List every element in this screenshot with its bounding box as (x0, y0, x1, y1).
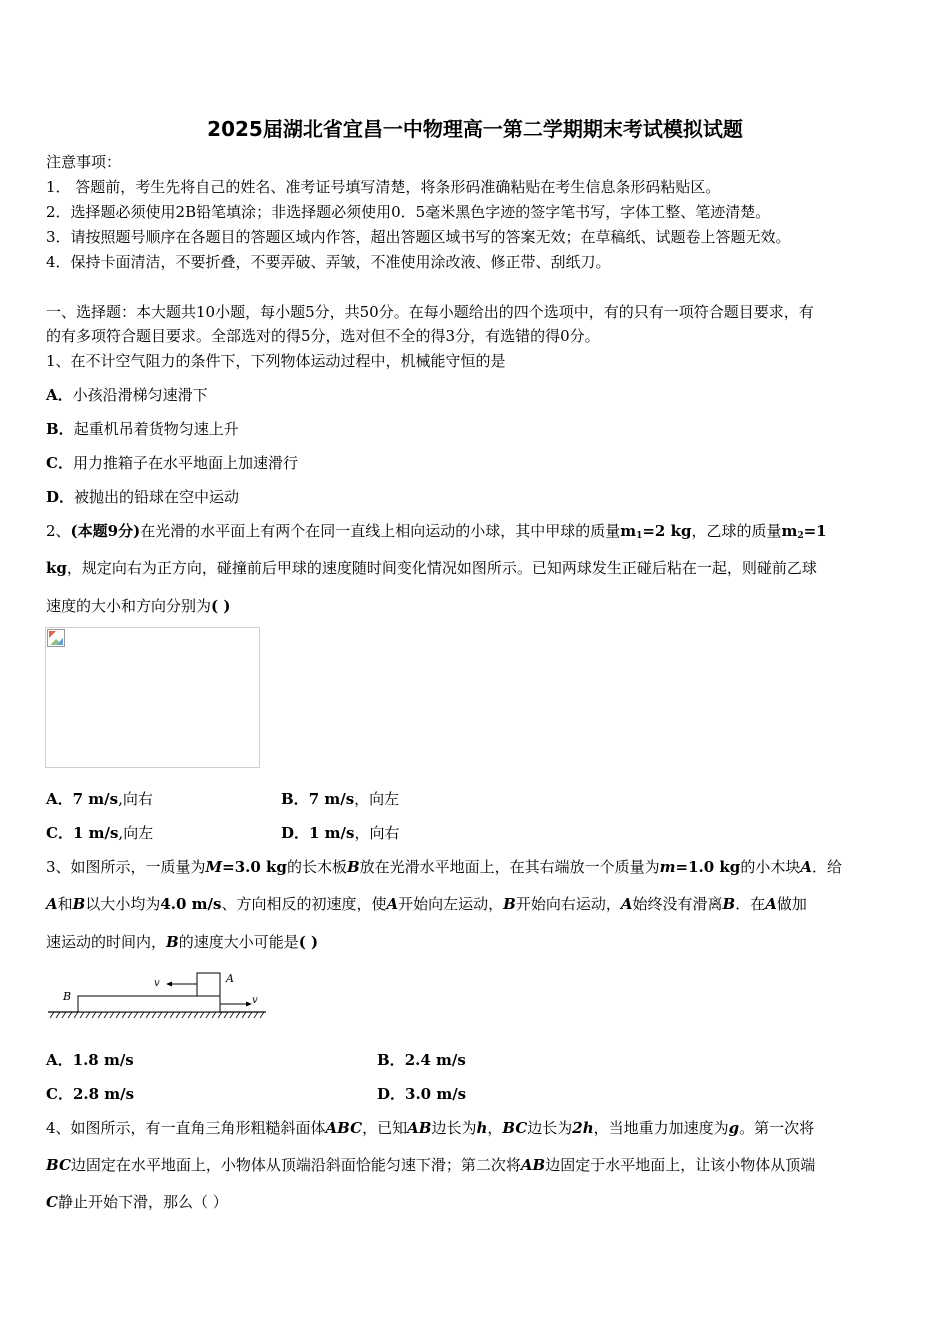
option-value: 1.8 m/s (72, 1051, 134, 1069)
page-title: 2025届湖北省宜昌一中物理高一第二学期期末考试模拟试题 (207, 117, 743, 141)
q2-stem-line2 (46, 558, 817, 578)
broken-image-icon (47, 629, 65, 647)
q3-stem-line1: 3、如图所示，一质量为M=3.0 kg的长木板B放在光滑水平地面上，在其右端放一个质量为m=1.0 kg的小木块A．给 (46, 858, 842, 876)
option-value: 2.8 m/s (72, 1085, 135, 1103)
option-text: 用力推箱子在水平地面上加速滑行 (72, 454, 298, 472)
q3-option-d (377, 1084, 466, 1104)
q3-board-diagram (44, 966, 268, 1022)
q2-option-d (281, 823, 400, 843)
option-value: 7 m/s (72, 790, 119, 808)
q2-option-b (281, 789, 399, 809)
option-direction: ，向左 (354, 790, 400, 808)
q2-score: (本题9分) (70, 522, 141, 540)
option-value: 1 m/s (309, 824, 355, 842)
q1-option-c (46, 453, 298, 473)
q2-stem-line1 (46, 521, 827, 546)
option-direction: ,向左 (118, 824, 154, 842)
notice-heading: 注意事项： (46, 153, 122, 171)
q2-text: ，规定向右为正方向，碰撞前后甲球的速度随时间变化情况如图所示。已知两球发生正碰后粘在一起，则碰前乙球 (66, 559, 817, 577)
answer-blank: ( ) (211, 597, 231, 615)
option-key: B． (281, 790, 309, 808)
q4-stem-line3: C静止开始下滑，那么（ ） (46, 1193, 228, 1211)
section-instruction-line2: 的有多项符合题目要求。全部选对的得5分，选对但不全的得3分，有选错的得0分。 (46, 327, 600, 345)
q2-option-a (46, 789, 153, 809)
q3-option-c (46, 1084, 134, 1104)
option-text: 被抛出的铅球在空中运动 (74, 488, 240, 506)
q3-stem-line3: 速运动的时间内，B的速度大小可能是( ) (46, 933, 319, 951)
q2-stem-line3 (46, 596, 230, 616)
option-key: A． (46, 386, 73, 404)
option-key: D． (281, 824, 310, 842)
unit: kg (46, 559, 67, 577)
m1-symbol: $m_1=2$ kg (620, 522, 692, 541)
label-B: B (63, 990, 72, 1003)
option-text: 起重机吊着货物匀速上升 (73, 420, 239, 438)
q1-option-d (46, 487, 239, 507)
option-key: B． (377, 1051, 405, 1069)
board-B (78, 996, 220, 1012)
q3-stem-line2: A和B以大小均为4.0 m/s、方向相反的初速度，使A开始向左运动，B开始向右运动，A始终没有滑离B．在A做加 (46, 895, 807, 913)
option-value: 2.4 m/s (404, 1051, 466, 1069)
option-value: 7 m/s (308, 790, 355, 808)
option-direction: ,向右 (118, 790, 153, 808)
option-text: 小孩沿滑梯匀速滑下 (72, 386, 208, 404)
q3-option-b (377, 1050, 466, 1070)
option-key: D． (377, 1085, 406, 1103)
notice-item-2: 2．选择题必须使用2B铅笔填涂；非选择题必须使用0．5毫米黑色字迹的签字笔书写，字体工整、笔迹清楚。 (46, 203, 771, 221)
block-A (197, 973, 220, 996)
q1-option-a (46, 385, 208, 405)
section-instruction-line1: 一、选择题：本大题共10小题，每小题5分，共50分。在每小题给出的四个选项中，有的只有一项符合题目要求，有 (46, 303, 814, 321)
label-A: A (226, 972, 234, 985)
notice-item-1: 1． 答题前，考生先将自己的姓名、准考证号填写清楚，将条形码准确粘贴在考生信息条形码粘贴区。 (46, 178, 721, 196)
q2-text: 在光滑的水平面上有两个在同一直线上相向运动的小球，其中甲球的质量 (140, 522, 621, 540)
notice-item-4: 4．保持卡面清洁，不要折叠，不要弄破、弄皱，不准使用涂改液、修正带、刮纸刀。 (46, 253, 611, 271)
option-key: A． (46, 790, 73, 808)
option-value: 3.0 m/s (405, 1085, 467, 1103)
option-key: C． (46, 824, 73, 842)
q2-figure-placeholder (45, 627, 260, 768)
option-key: B． (46, 420, 74, 438)
option-value: 1 m/s (72, 824, 119, 842)
q1-option-b (46, 419, 239, 439)
q1-stem: 1、在不计空气阻力的条件下，下列物体运动过程中，机械能守恒的是 (46, 352, 506, 370)
label-v-right: v (252, 995, 258, 1006)
symbol-M: M (205, 858, 223, 876)
q4-stem-line1: 4、如图所示，有一直角三角形粗糙斜面体ABC，已知AB边长为h，BC边长为2h，当地重力加速度为g。第一次将 (46, 1119, 815, 1137)
option-key: A． (46, 1051, 73, 1069)
option-direction: ，向右 (354, 824, 400, 842)
q3-option-a (46, 1050, 134, 1070)
option-key: C． (46, 1085, 73, 1103)
q2-option-c (46, 823, 153, 843)
option-key: C． (46, 454, 73, 472)
symbol-m: m (659, 858, 676, 876)
q2-text: 速度的大小和方向分别为 (46, 597, 212, 615)
notice-item-3: 3．请按照题号顺序在各题目的答题区域内作答，超出答题区域书写的答案无效；在草稿纸、试题卷上答题无效。 (46, 228, 791, 246)
q2-number: 2、 (46, 522, 71, 540)
q4-stem-line2: BC边固定在水平地面上，小物体从顶端沿斜面恰能匀速下滑；第二次将AB边固定于水平地面上，让该小物体从顶端 (46, 1156, 816, 1174)
m2-symbol: $m_2=1$ (781, 522, 827, 541)
q2-text: ，乙球的质量 (691, 522, 782, 540)
arrow-left-head (166, 982, 172, 987)
answer-blank: ( ) (298, 933, 319, 951)
option-key: D． (46, 488, 75, 506)
label-v-left: v (154, 978, 160, 989)
ground-hatching (50, 1012, 264, 1018)
